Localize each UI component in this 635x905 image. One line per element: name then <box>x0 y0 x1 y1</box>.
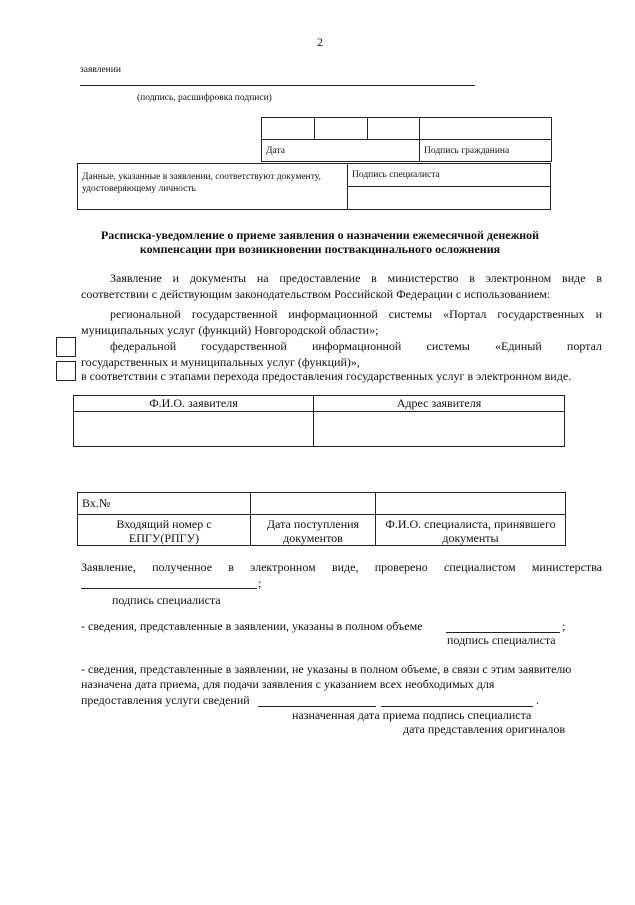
date-table <box>261 117 552 162</box>
signature-caption: (подпись, расшифровка подписи) <box>137 93 272 103</box>
complete-signature-caption: подпись специалиста <box>447 633 556 647</box>
top-word: заявлении <box>80 65 121 75</box>
specialist-signature-line[interactable] <box>381 706 533 707</box>
incoming-table <box>77 492 566 546</box>
appointment-date-line[interactable] <box>258 706 376 707</box>
epgu-number-label: Входящий номер с ЕПГУ(РПГУ) <box>78 515 251 546</box>
date-cell-2[interactable] <box>315 118 368 140</box>
incoming-specialist-field[interactable] <box>376 493 566 515</box>
incoming-no-label: Вх.№ <box>78 493 251 515</box>
date-cell-3[interactable] <box>368 118 420 140</box>
fio-field[interactable] <box>74 412 314 447</box>
receipt-date-label: Дата поступления документов <box>251 515 376 546</box>
fio-header: Ф.И.О. заявителя <box>74 396 314 412</box>
verification-signature-caption: подпись специалиста <box>112 593 221 607</box>
closing-line: в соответствии с этапами перехода предоставления государственных услуг в электронном виде. <box>81 369 572 383</box>
specialist-fio-label: Ф.И.О. специалиста, принявшего документы <box>376 515 566 546</box>
verify-left-text: Данные, указанные в заявлении, соответствуют документу, удостоверяющему личность <box>78 164 348 210</box>
incomplete-line3: предоставления услуги сведений <box>81 693 250 707</box>
applicant-table <box>73 395 565 447</box>
address-field[interactable] <box>314 412 565 447</box>
verify-table <box>77 163 551 210</box>
option1-line2: муниципальных услуг (функций) Новгородской области»; <box>81 323 379 337</box>
incoming-date-field[interactable] <box>251 493 376 515</box>
incomplete-caption2: дата представления оригиналов <box>403 722 566 736</box>
option1-checkbox[interactable] <box>56 337 76 357</box>
option2-line2: государственных и муниципальных услуг (функций)», <box>81 355 360 369</box>
incomplete-line2: назначена дата приема, для подачи заявления с указанием всех необходимых для <box>81 677 495 691</box>
verification-signature-line[interactable] <box>81 588 257 589</box>
receipt-title-line2: компенсации при возникновении поствакцинального осложнения <box>139 242 501 256</box>
intro-line1: Заявление и документы на предоставление в министерство в электронном виде в <box>110 271 602 285</box>
date-cell-1[interactable] <box>262 118 315 140</box>
complete-line: - сведения, представленные в заявлении, указаны в полном объеме <box>81 619 423 633</box>
incomplete-caption1: назначенная дата приема подпись специалиста <box>292 708 532 722</box>
option2-checkbox[interactable] <box>56 361 76 381</box>
receipt-title-line1: Расписка-уведомление о приеме заявления о назначении ежемесячной денежной <box>100 228 540 242</box>
signature-line <box>80 85 475 86</box>
verification-line2-end: ; <box>258 576 262 590</box>
option2-line1: федеральной государственной информационной системы «Единый портал <box>110 339 602 353</box>
page-number: 2 <box>317 35 323 49</box>
specialist-signature-label: Подпись специалиста <box>348 164 551 187</box>
verification-line1: Заявление, полученное в электронном виде, проверено специалистом министерства <box>81 560 602 574</box>
option1-line1: региональной государственной информационной системы «Портал государственных и <box>110 307 602 321</box>
address-header: Адрес заявителя <box>314 396 565 412</box>
incomplete-line1: - сведения, представленные в заявлении, не указаны в полном объеме, в связи с этим заявителю <box>81 662 572 676</box>
incomplete-end: . <box>536 693 539 707</box>
complete-end: ; <box>562 619 566 633</box>
specialist-signature-field[interactable] <box>348 187 551 210</box>
intro-line2: соответствии с действующим законодательством Российской Федерации с использованием: <box>81 287 551 301</box>
citizen-signature-label: Подпись гражданина <box>420 140 552 162</box>
citizen-signature-field[interactable] <box>420 118 552 140</box>
date-label: Дата <box>262 140 420 162</box>
